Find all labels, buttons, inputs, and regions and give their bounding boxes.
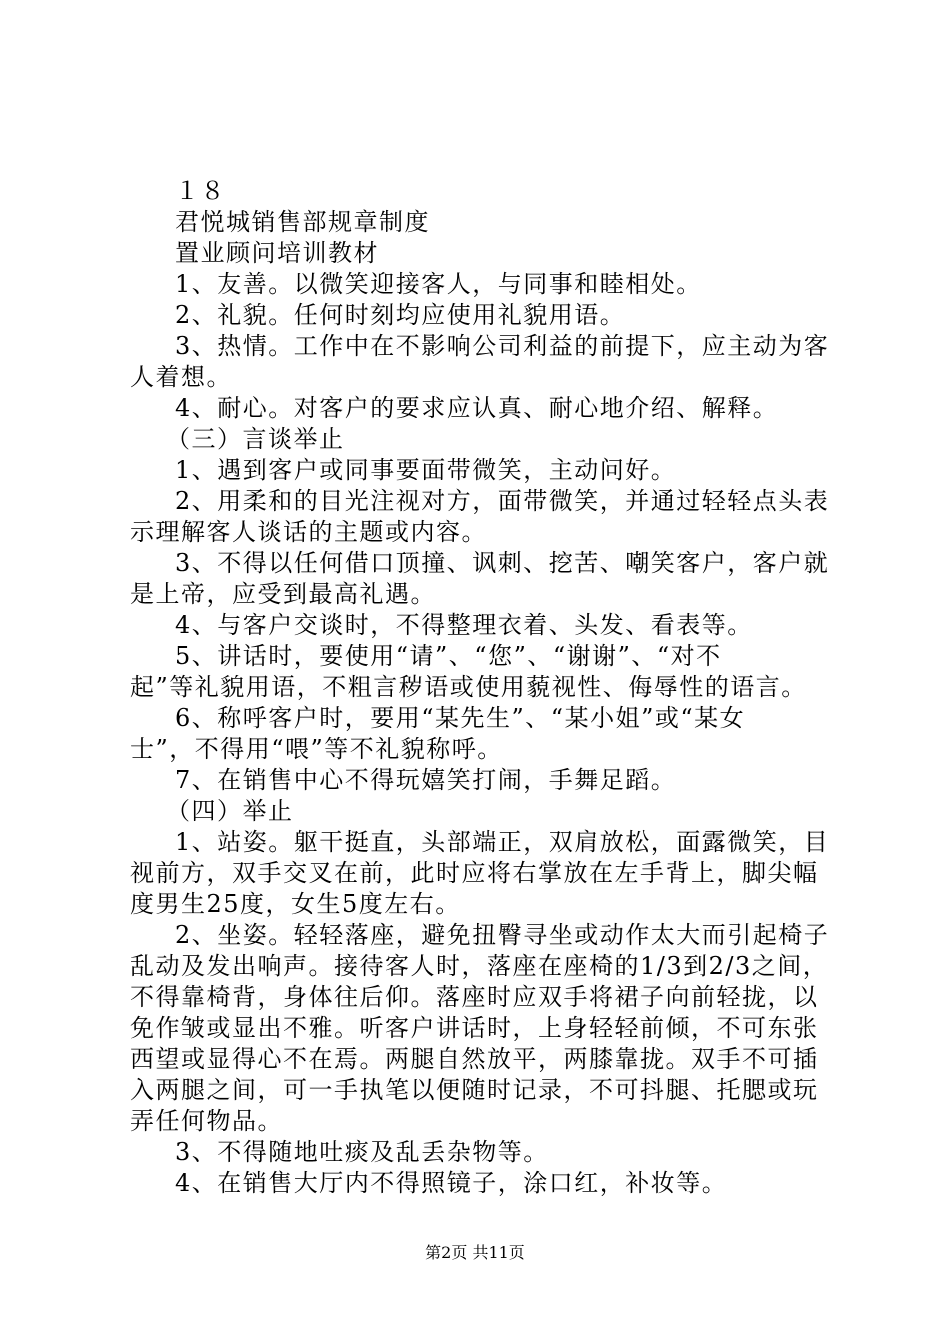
paragraph-line: 不得靠椅背，身体往后仰。落座时应双手将裙子向前轻拢，以 xyxy=(130,983,819,1011)
paragraph-line: 1、遇到客户或同事要面带微笑，主动问好。 xyxy=(175,456,677,484)
paragraph-line: 3、不得随地吐痰及乱丢杂物等。 xyxy=(175,1138,549,1166)
header-number: １８ xyxy=(175,177,226,205)
section-heading: （四）举止 xyxy=(166,797,294,825)
paragraph-line: 度男生25度，女生5度左右。 xyxy=(130,890,461,918)
paragraph-line: 3、不得以任何借口顶撞、讽刺、挖苦、嘲笑客户，客户就 xyxy=(175,549,830,577)
paragraph-line: 2、用柔和的目光注视对方，面带微笑，并通过轻轻点头表 xyxy=(175,487,830,515)
paragraph-line: 弄任何物品。 xyxy=(130,1107,283,1135)
paragraph-line: 2、坐姿。轻轻落座，避免扭臀寻坐或动作太大而引起椅子 xyxy=(175,921,830,949)
paragraph-line: 1、友善。以微笑迎接客人，与同事和睦相处。 xyxy=(175,270,702,298)
paragraph-line: 人着想。 xyxy=(130,363,232,391)
page-footer: 第2页 共11页 xyxy=(425,1243,525,1262)
paragraph-line: 入两腿之间，可一手执笔以便随时记录，不可抖腿、托腮或玩 xyxy=(130,1076,819,1104)
paragraph-line: 2、礼貌。任何时刻均应使用礼貌用语。 xyxy=(175,301,626,329)
section-heading: （三）言谈举止 xyxy=(166,425,345,453)
document-body xyxy=(130,176,832,1199)
paragraph-line: 西望或显得心不在焉。两腿自然放平，两膝靠拢。双手不可插 xyxy=(130,1045,819,1073)
paragraph-line: 乱动及发出响声。接待客人时，落座在座椅的1/3到2/3之间， xyxy=(130,952,829,980)
paragraph-line: 示理解客人谈话的主题或内容。 xyxy=(130,518,487,546)
paragraph-line: 起”等礼貌用语，不粗言秽语或使用藐视性、侮辱性的语言。 xyxy=(130,673,807,701)
paragraph-line: 3、热情。工作中在不影响公司利益的前提下，应主动为客 xyxy=(175,332,830,360)
paragraph-line: 4、与客户交谈时，不得整理衣着、头发、看表等。 xyxy=(175,611,753,639)
paragraph-line: 4、在销售大厅内不得照镜子，涂口红，补妆等。 xyxy=(175,1169,728,1197)
document-subtitle: 置业顾问培训教材 xyxy=(175,239,379,267)
paragraph-line: 士”，不得用“喂”等不礼貌称呼。 xyxy=(130,735,503,763)
document-title: 君悦城销售部规章制度 xyxy=(175,208,430,236)
paragraph-line: 5、讲话时，要使用“请”、“您”、“谢谢”、“对不 xyxy=(175,642,722,670)
paragraph-line: 是上帝，应受到最高礼遇。 xyxy=(130,580,436,608)
paragraph-line: 1、站姿。躯干挺直，头部端正，双肩放松，面露微笑，目 xyxy=(175,828,830,856)
paragraph-line: 免作皱或显出不雅。听客户讲话时，上身轻轻前倾，不可东张 xyxy=(130,1014,819,1042)
paragraph-line: 视前方，双手交叉在前，此时应将右掌放在左手背上，脚尖幅 xyxy=(130,859,819,887)
paragraph-line: 7、在销售中心不得玩嬉笑打闹，手舞足蹈。 xyxy=(175,766,677,794)
paragraph-line: 4、耐心。对客户的要求应认真、耐心地介绍、解释。 xyxy=(175,394,779,422)
paragraph-line: 6、称呼客户时，要用“某先生”、“某小姐”或“某女 xyxy=(175,704,746,732)
